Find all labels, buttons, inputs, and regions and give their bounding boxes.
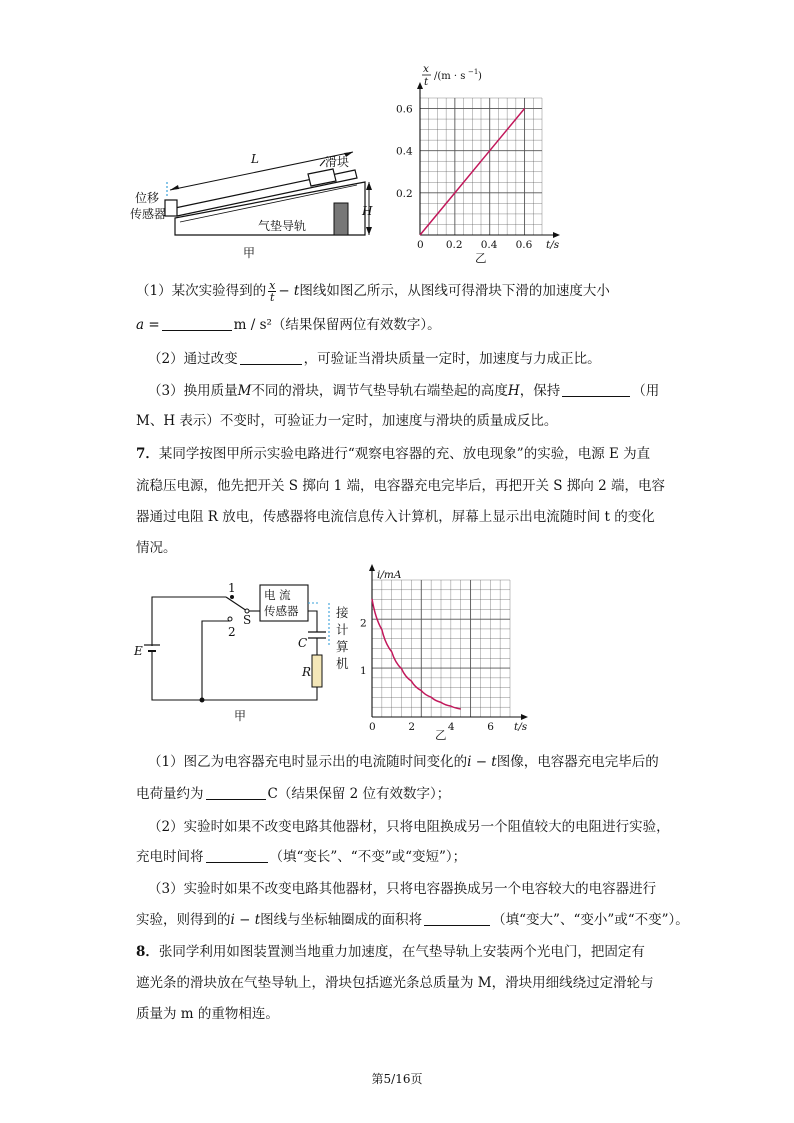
x-tick-label: 0 (369, 721, 376, 733)
answer-blank-q7-3[interactable] (424, 911, 490, 926)
y-label-den: t (424, 76, 429, 88)
q6-part2-post: ，可验证当滑块质量一定时，加速度与力成正比。 (303, 351, 601, 367)
air-track-figure (125, 130, 385, 265)
y-tick-label: 0.4 (396, 145, 413, 158)
q7-number: 7． (136, 446, 159, 462)
support-block (334, 203, 348, 235)
label-slider: 滑块 (325, 155, 350, 169)
x-axis-arrow (521, 714, 528, 720)
a-unit: m / s² (233, 317, 272, 333)
x-tick-label: 0.4 (480, 239, 498, 251)
sensor-label-1: 电 流 (264, 588, 291, 602)
a-note: （结果保留两位有效数字）。 (271, 317, 441, 333)
computer-char-1: 接 (336, 605, 349, 620)
answer-blank-q6-3[interactable] (562, 382, 630, 397)
q7-line3: 器通过电阻 R 放电，传感器将电流信息传入计算机，屏幕上显示出电流随时间 t 的变化 (136, 509, 655, 525)
q7-part1-e: C（结果保留 2 位有效数字）； (267, 786, 451, 802)
y-tick-label: 0.2 (396, 187, 413, 200)
x-tick-label: 0.2 (445, 239, 463, 251)
q7-part1-a: （1）图乙为电容器充电时显示出的电流随时间变化的 (148, 754, 468, 770)
y-label-exp: −1 (468, 68, 479, 76)
q6-part3-keep: ，保持 (519, 383, 561, 399)
computer-char-2: 计 (336, 622, 349, 637)
a-label: a = (136, 317, 160, 333)
q7-part2-b: 充电时间将 (136, 849, 204, 865)
q7-line1-text: 某同学按图甲所示实验电路进行“观察电容器的充、放电现象”的实验，电源 E 为直 (158, 446, 651, 462)
q8-number: 8． (136, 944, 159, 960)
q7-part2-line2 (136, 848, 466, 866)
sensor-box (165, 200, 177, 216)
label-track: 气垫导轨 (258, 219, 307, 233)
page-footer: 第5/16页 (371, 1072, 423, 1086)
q6-part3-mid: 不同的滑块，调节气垫导轨右端垫起的高度 (251, 383, 508, 399)
label-1: 1 (228, 581, 236, 595)
q6-part3-pre: （3）换用质量 (148, 383, 238, 399)
resistor (312, 655, 322, 687)
answer-blank-q7-1[interactable] (206, 785, 266, 800)
fig1-caption: 甲 (243, 246, 256, 260)
label-C: C (298, 636, 308, 650)
fig3-caption: 甲 (234, 709, 247, 723)
q8-line2: 遮光条的滑块放在气垫导轨上，滑块包括遮光条总质量为 M，滑块用细线绕过定滑轮与 (136, 975, 654, 991)
sensor-label-2: 传感器 (264, 604, 299, 618)
chart-caption: 乙 (435, 728, 447, 742)
q8-line1-text: 张同学利用如图装置测当地重力加速度，在气垫导轨上安装两个光电门，把固定有 (158, 944, 645, 960)
frac-den: t (269, 291, 275, 304)
label-S: S (243, 613, 252, 627)
answer-blank-a[interactable] (162, 316, 232, 331)
x-axis-label: t/s (546, 239, 560, 251)
xt-chart (395, 60, 595, 270)
q6-part2 (148, 350, 601, 368)
q6-part3-line2: M、H 表示）不变时，可验证力一定时，加速度与滑块的质量成反比。 (136, 413, 558, 429)
y-axis-arrow (417, 82, 423, 89)
x-tick-label: 6 (487, 721, 494, 733)
q7-part1-d: 电荷量约为 (136, 786, 204, 802)
q6-part1-pre: （1）某次实验得到的 (136, 283, 267, 299)
x-tick-label: 2 (408, 721, 416, 733)
x-tick-label: 4 (447, 721, 455, 733)
x-axis-arrow (553, 232, 560, 238)
q6-part2-pre: （2）通过改变 (148, 351, 238, 367)
label-R: R (302, 665, 312, 679)
q6-part1 (136, 280, 610, 303)
frac-num: x (269, 279, 276, 292)
label-E: E (134, 644, 143, 658)
q7-line2: 流稳压电源，他先把开关 S 掷向 1 端，电容器充电完毕后，再把开关 S 掷向 2 端，电容 (136, 478, 666, 494)
q7-part1-it: i − t (467, 754, 497, 770)
q7-part3-d: 图线与坐标轴圈成的面积将 (260, 912, 423, 928)
q7-part3-line2 (136, 911, 689, 929)
y-label-close: ) (478, 71, 482, 82)
q6-frac (268, 280, 276, 303)
label-H: H (362, 204, 373, 218)
q6-part3-paren: （用 (632, 383, 660, 399)
computer-char-3: 算 (336, 639, 349, 654)
q7-part2: （2）实验时如果不改变电路其他器材，只将电阻换成另一个阻值较大的电阻进行实验， (148, 819, 670, 835)
q7-part2-c: （填“变长”、“不变”或“变短”）； (269, 849, 467, 865)
q7-line1 (136, 445, 650, 463)
q6-part1-mid: − t (278, 283, 300, 299)
label-sensor-1: 位移 (135, 191, 160, 205)
chart-caption: 乙 (475, 251, 487, 265)
q6-part1-post: 图线如图乙所示，从图线可得滑块下滑的加速度大小 (299, 283, 610, 299)
q7-part3: （3）实验时如果不改变电路其他器材，只将电容器换成另一个电容较大的电容器进行 (148, 881, 657, 897)
q7-part1 (148, 753, 659, 771)
q8-line1 (136, 943, 645, 961)
q6-answer-a (136, 316, 441, 334)
x-tick-label: 0 (417, 239, 424, 251)
answer-blank-q7-2[interactable] (206, 848, 268, 863)
q6-part3-M: M (237, 383, 252, 399)
circuit-figure (130, 575, 365, 725)
q8-line3: 质量为 m 的重物相连。 (136, 1006, 279, 1022)
switch-blade (226, 597, 247, 611)
y-tick-label: 1 (360, 664, 367, 677)
label-L: L (251, 152, 259, 166)
q7-part3-it: i − t (230, 912, 261, 928)
q7-line4: 情况。 (136, 540, 177, 556)
y-axis-arrow (369, 564, 375, 571)
y-tick-label: 2 (360, 617, 367, 630)
x-axis-label: t/s (514, 721, 528, 733)
it-chart (355, 562, 555, 742)
q6-part3-H: H (507, 383, 520, 399)
q7-part3-e: （填“变大”、“变小”或“不变”）。 (492, 912, 689, 928)
q7-part1-line2 (136, 785, 450, 803)
answer-blank-q6-2[interactable] (240, 350, 302, 365)
y-tick-label: 0.6 (396, 103, 413, 116)
y-axis-label: i/mA (377, 569, 402, 581)
label-sensor-2: 传感器 (130, 207, 167, 221)
y-label-unit: /(m · s (434, 71, 466, 82)
series-line (372, 599, 461, 709)
q7-part3-b: 实验，则得到的 (136, 912, 231, 928)
q6-part3 (148, 382, 659, 400)
q7-part1-c: 图像，电容器充电完毕后的 (496, 754, 659, 770)
label-2: 2 (228, 625, 236, 639)
computer-char-4: 机 (336, 656, 349, 671)
x-tick-label: 0.6 (515, 239, 533, 251)
y-label-num: x (423, 63, 429, 75)
circuit-wire-left (152, 597, 226, 700)
